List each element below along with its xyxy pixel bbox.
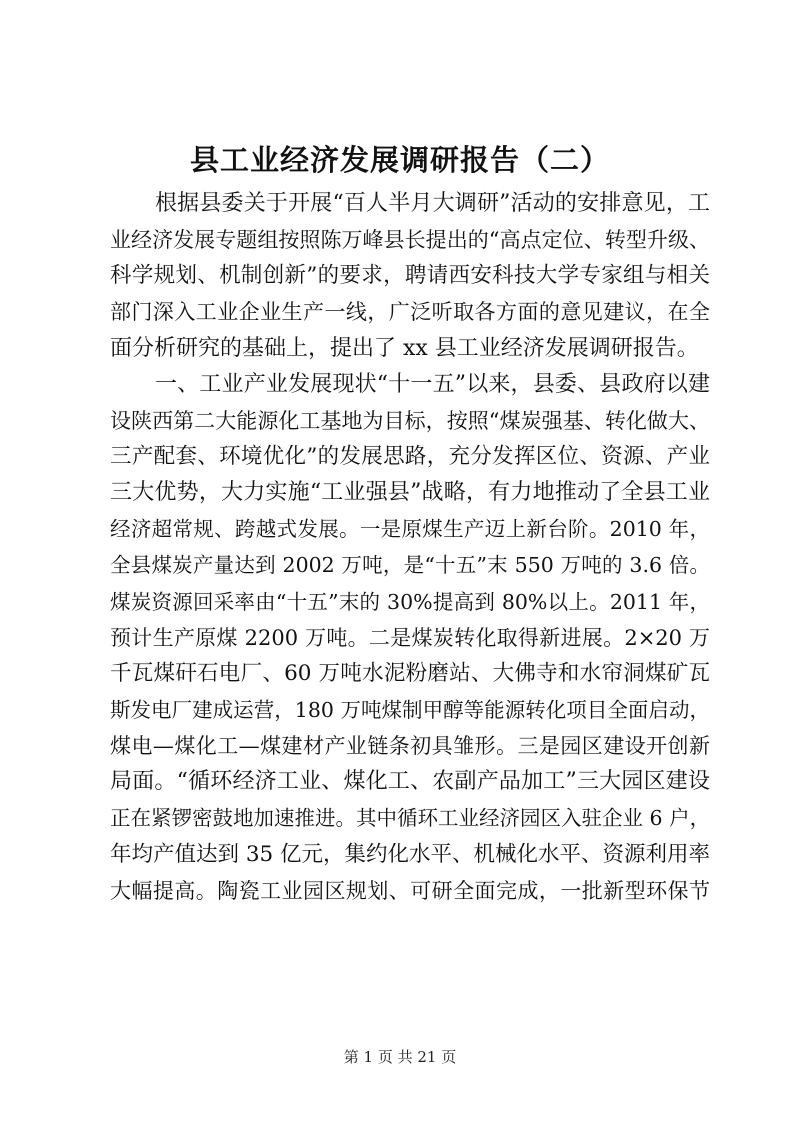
text-line: 三产配套、环境优化”的发展思路，充分发挥区位、资源、产业	[110, 443, 710, 469]
text-line: 千瓦煤矸石电厂、60 万吨水泥粉磨站、大佛寺和水帘洞煤矿瓦	[110, 660, 710, 686]
text-line: 部门深入工业企业生产一线，广泛听取各方面的意见建议，在全	[110, 300, 710, 325]
text-line: 煤炭资源回采率由“十五”末的 30%提高到 80%以上。2011 年，	[110, 589, 710, 614]
document-body	[110, 186, 710, 909]
text-line: 科学规划、机制创新”的要求，聘请西安科技大学专家组与相关	[110, 263, 710, 289]
paragraph-current-status	[110, 367, 710, 909]
text-line: 面分析研究的基础上，提出了 xx 县工业经济发展调研报告。	[110, 335, 699, 361]
document-title: 县工业经济发展调研报告（二）	[189, 143, 610, 177]
page-number-footer: 第 1 页 共 21 页	[343, 1048, 457, 1066]
text-line: 三大优势，大力实施“工业强县”战略，有力地推动了全县工业	[110, 480, 710, 506]
text-line: 正在紧锣密鼓地加速推进。其中循环工业经济园区入驻企业 6 户，	[110, 806, 711, 831]
text-line: 一、工业产业发展现状“十一五”以来，县委、县政府以建	[155, 371, 710, 397]
text-line: 年均产值达到 35 亿元，集约化水平、机械化水平、资源利用率	[110, 841, 711, 867]
text-line: 业经济发展专题组按照陈万峰县长提出的“高点定位、转型升级、	[110, 228, 710, 253]
text-line: 根据县委关于开展“百人半月大调研”活动的安排意见，工	[155, 191, 710, 216]
text-line: 煤电—煤化工—煤建材产业链条初具雏形。三是园区建设开创新	[110, 734, 710, 759]
text-line: 经济超常规、跨越式发展。一是原煤生产迈上新台阶。2010 年，	[110, 517, 710, 542]
text-line: 全县煤炭产量达到 2002 万吨，是“十五”末 550 万吨的 3.6 倍。	[110, 553, 710, 578]
paragraph-intro	[110, 186, 710, 367]
text-line: 局面。“循环经济工业、煤化工、农副产品加工”三大园区建设	[110, 769, 710, 795]
text-line: 斯发电厂建成运营，180 万吨煤制甲醇等能源转化项目全面启动，	[110, 697, 710, 722]
text-line: 预计生产原煤 2200 万吨。二是煤炭转化取得新进展。2×20 万	[110, 625, 710, 650]
text-line: 大幅提高。陶瓷工业园区规划、可研全面完成，一批新型环保节	[110, 878, 710, 903]
text-line: 设陕西第二大能源化工基地为目标，按照“煤炭强基、转化做大、	[110, 408, 710, 433]
